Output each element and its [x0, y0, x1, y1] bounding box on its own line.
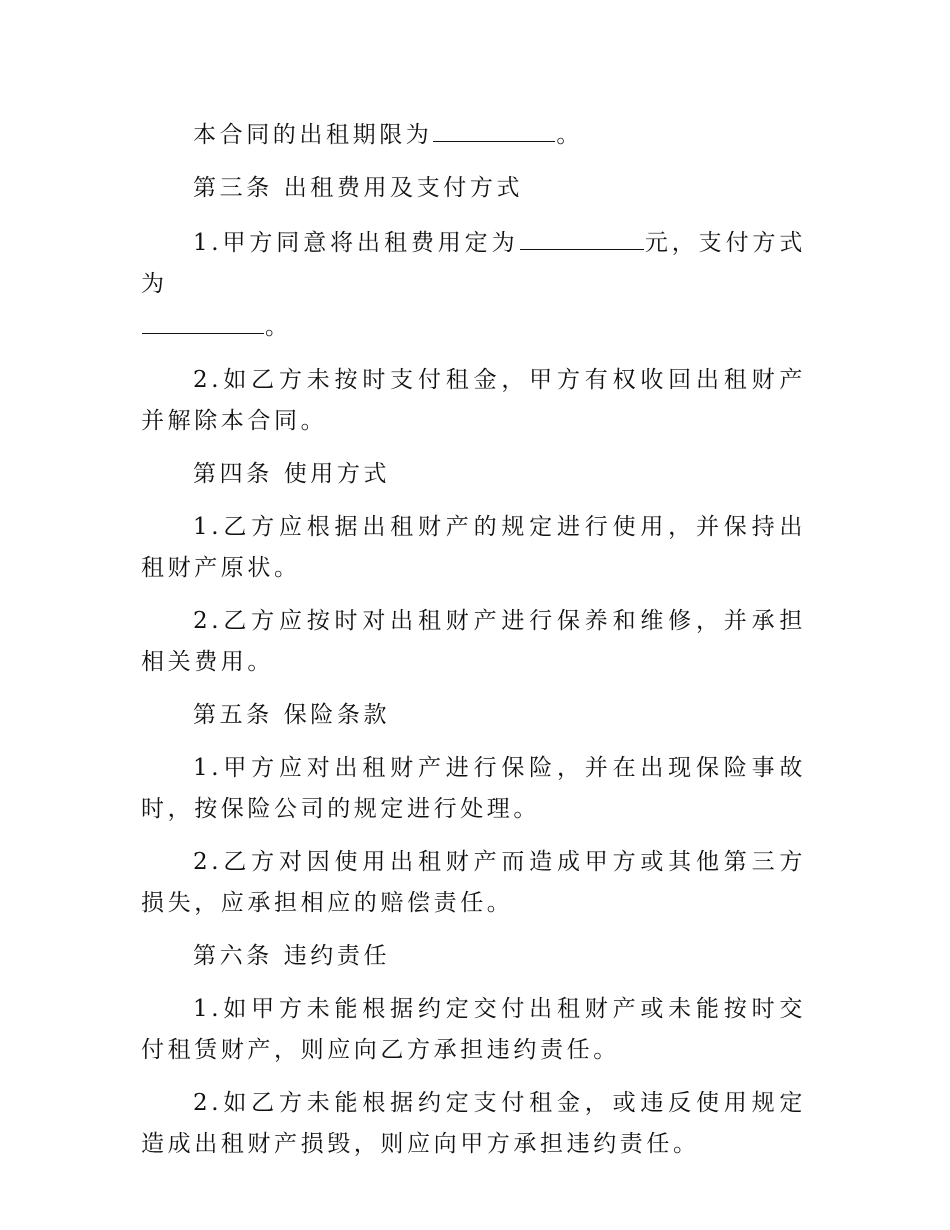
term-paragraph	[141, 113, 806, 156]
article3-item1-text-a: 1.甲方同意将出租费用定为	[193, 230, 519, 256]
term-blank	[433, 113, 555, 142]
payment-method-blank	[142, 305, 264, 334]
article5-title: 第五条 保险条款	[193, 702, 391, 728]
article3-item1-line2	[141, 305, 806, 348]
term-text: 本合同的出租期限为	[193, 122, 433, 148]
term-end: 。	[556, 122, 584, 148]
article4-item2: 2.乙方应按时对出租财产进行保养和维修，并承担相关费用。	[141, 608, 806, 675]
article3-item1-text-b: 元，支付方式为	[141, 230, 806, 297]
article5-item2: 2.乙方对因使用出租财产而造成甲方或其他第三方损失，应承担相应的赔偿责任。	[141, 849, 806, 916]
article3-item1	[141, 221, 806, 348]
article3-item2: 2.如乙方未按时支付租金，甲方有权收回出租财产并解除本合同。	[141, 367, 806, 434]
article3-title: 第三条 出租费用及支付方式	[193, 175, 524, 201]
article4-title: 第四条 使用方式	[193, 461, 391, 487]
article5-item1: 1.甲方应对出租财产进行保险，并在出现保险事故时，按保险公司的规定进行处理。	[141, 755, 806, 822]
article6-item1: 1.如甲方未能根据约定交付出租财产或未能按时交付租赁财产，则应向乙方承担违约责任。	[141, 996, 806, 1063]
article6-item2: 2.如乙方未能根据约定支付租金，或违反使用规定造成出租财产损毁，则应向甲方承担违约责任。	[141, 1090, 806, 1157]
fee-blank	[520, 221, 644, 250]
article6-title: 第六条 违约责任	[193, 943, 391, 969]
document-body	[141, 113, 806, 1177]
article4-item1: 1.乙方应根据出租财产的规定进行使用，并保持出租财产原状。	[141, 514, 806, 581]
article3-item1-text-c: 。	[265, 314, 292, 340]
